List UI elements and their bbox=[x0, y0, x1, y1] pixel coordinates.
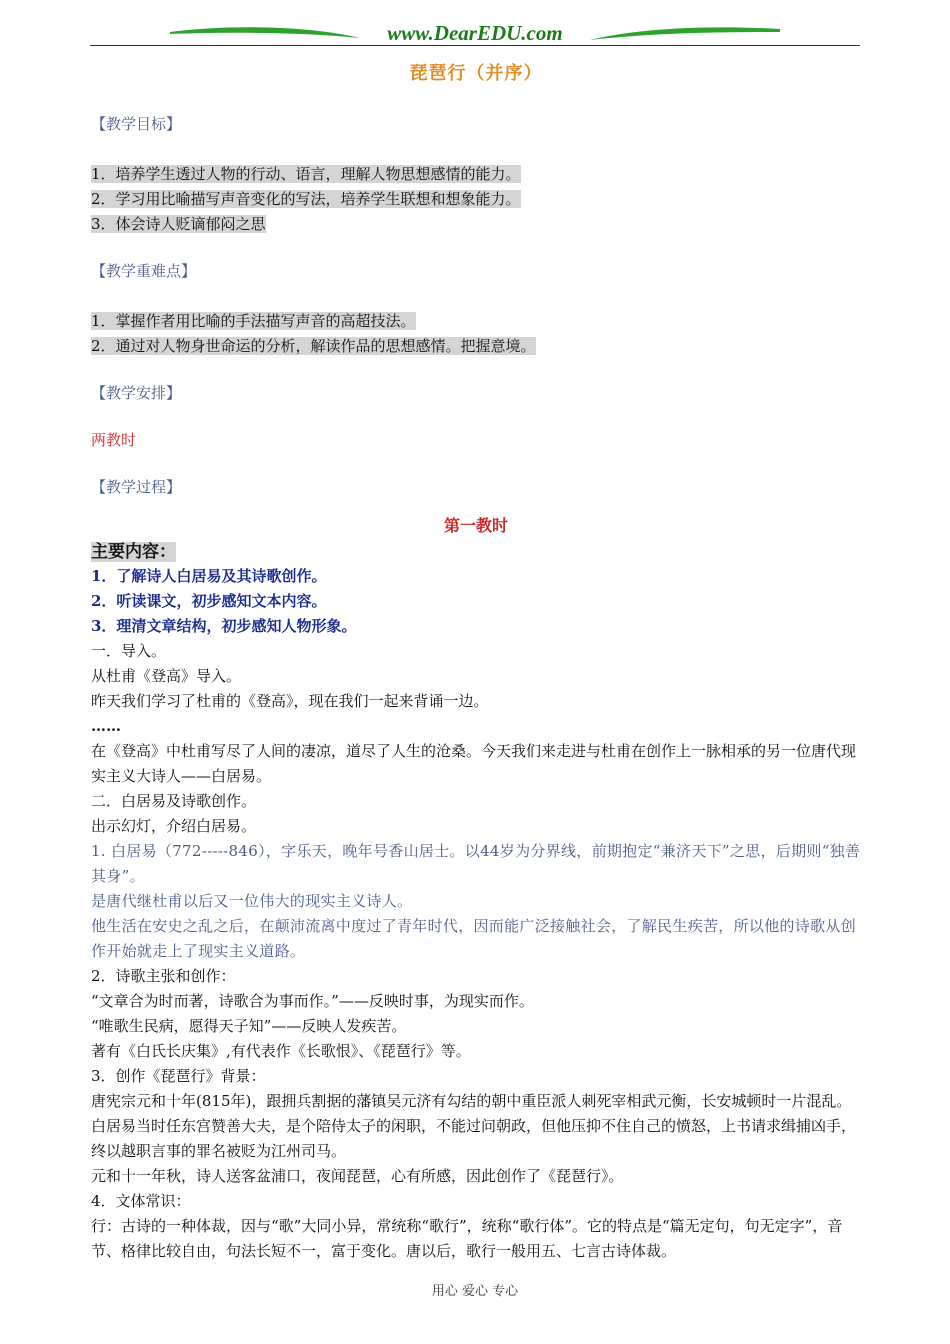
section-goals: 【教学目标】 bbox=[91, 115, 182, 133]
goal-item: 2．学习用比喻描写声音变化的写法，培养学生联想和想象能力。 bbox=[91, 190, 521, 208]
poetry-text: “唯歌生民病，愿得天子知”——反映人发疾苦。 bbox=[91, 1017, 407, 1035]
intro-text: 昨天我们学习了杜甫的《登高》，现在我们一起来背诵一边。 bbox=[91, 692, 489, 710]
page-title: 琵琶行（并序） bbox=[409, 63, 543, 84]
genre-text: 行：古诗的一种体裁，因与“歌”大同小异，常统称“歌行”，统称“歌行体”。它的特点是“篇无定句，句无定字”，音节、格律比较自由，句法长短不一，富于变化。唐以后，歌行一般用五、七言古诗体裁。 bbox=[91, 1217, 843, 1260]
goal-item: 3．体会诗人贬谪郁闷之思 bbox=[91, 215, 266, 233]
bai-text: 是唐代继杜甫以后又一位伟大的现实主义诗人。 bbox=[91, 892, 413, 910]
genre-heading: 4．文体常识： bbox=[91, 1192, 191, 1210]
logo-left-swoosh bbox=[170, 27, 360, 38]
intro-heading: 一．导入。 bbox=[91, 642, 167, 660]
header-rule bbox=[90, 45, 860, 46]
site-logo bbox=[170, 20, 780, 46]
background-text: 唐宪宗元和十年(815年)，跟拥兵割据的藩镇吴元济有勾结的朝中重臣派人刺死宰相武元衡，长安城顿时一片混乱。白居易当时任东宫赞善大夫，是个陪侍太子的闲职，不能过问朝政，但他压抑不住自己的愤怒，上书请求缉捕凶手，终以越职言事的罪名被贬为江州司马。 bbox=[91, 1092, 857, 1160]
document-body bbox=[91, 58, 861, 1264]
section-process: 【教学过程】 bbox=[91, 478, 182, 496]
poetry-text: “文章合为时而著，诗歌合为事而作。”——反映时事，为现实而作。 bbox=[91, 992, 534, 1010]
main-item: 3．理清文章结构，初步感知人物形象。 bbox=[91, 617, 357, 635]
page-footer: 用心 爱心 专心 bbox=[431, 1284, 519, 1299]
background-heading: 3．创作《琵琶行》背景： bbox=[91, 1067, 266, 1085]
section-key-points: 【教学重难点】 bbox=[91, 262, 197, 280]
site-url: www.DearEDU.com bbox=[387, 21, 563, 45]
ellipsis: …… bbox=[91, 717, 121, 735]
main-content-label: 主要内容： bbox=[91, 542, 176, 562]
bai-slide: 出示幻灯，介绍白居易。 bbox=[91, 817, 257, 835]
key-point-item: 2．通过对人物身世命运的分析，解读作品的思想感情。把握意境。 bbox=[91, 337, 536, 355]
key-point-item: 1．掌握作者用比喻的手法描写声音的高超技法。 bbox=[91, 312, 416, 330]
bai-heading: 二．白居易及诗歌创作。 bbox=[91, 792, 257, 810]
bai-text: 1. 白居易（772-----846），字乐天，晚年号香山居士。以44岁为分界线，前期抱定“兼济天下”之思，后期则“独善其身”。 bbox=[91, 842, 861, 885]
intro-text: 在《登高》中杜甫写尽了人间的凄凉，道尽了人生的沧桑。今天我们来走进与杜甫在创作上一脉相承的另一位唐代现实主义大诗人——白居易。 bbox=[91, 742, 857, 785]
main-item: 2．听读课文，初步感知文本内容。 bbox=[91, 592, 327, 610]
poetry-heading: 2．诗歌主张和创作： bbox=[91, 967, 236, 985]
arrangement-text: 两教时 bbox=[91, 431, 137, 449]
logo-right-swoosh bbox=[590, 27, 780, 40]
poetry-text: 著有《白氏长庆集》,有代表作《长歌恨》、《琵琶行》等。 bbox=[91, 1042, 471, 1060]
lesson-title: 第一教时 bbox=[443, 516, 508, 535]
intro-text: 从杜甫《登高》导入。 bbox=[91, 667, 242, 685]
section-arrangement: 【教学安排】 bbox=[91, 384, 182, 402]
bai-text: 他生活在安史之乱之后，在颠沛流离中度过了青年时代，因而能广泛接触社会，了解民生疾苦，所以他的诗歌从创作开始就走上了现实主义道路。 bbox=[91, 917, 857, 960]
goal-item: 1．培养学生透过人物的行动、语言，理解人物思想感情的能力。 bbox=[91, 165, 521, 183]
background-text: 元和十一年秋，诗人送客盆浦口，夜闻琵琶，心有所感，因此创作了《琵琶行》。 bbox=[91, 1167, 624, 1185]
main-item: 1．了解诗人白居易及其诗歌创作。 bbox=[91, 567, 327, 585]
